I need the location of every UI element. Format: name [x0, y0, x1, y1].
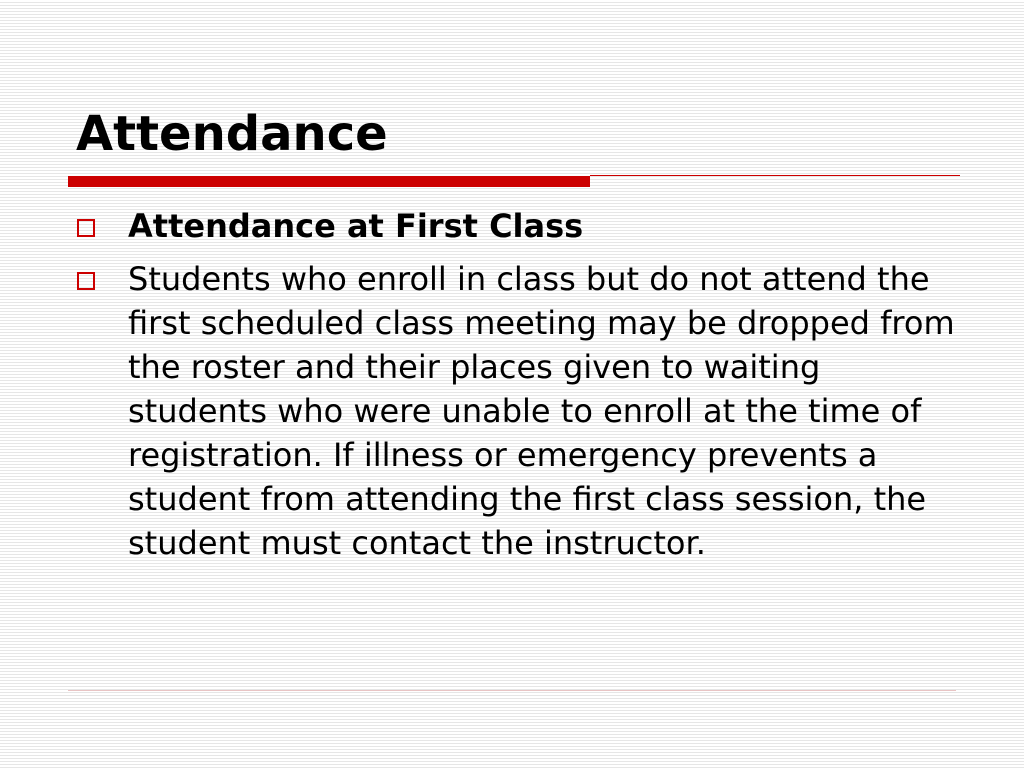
bullet-heading-text: Attendance at First Class — [128, 207, 584, 245]
title-underline-thin — [590, 175, 960, 176]
bullet-item-body — [76, 257, 956, 565]
hollow-square-bullet-icon — [77, 219, 95, 237]
footer-divider — [68, 690, 956, 691]
title-underline-thick — [68, 176, 590, 187]
hollow-square-bullet-icon — [77, 272, 95, 290]
slide-title: Attendance — [76, 106, 388, 162]
bullet-list — [76, 204, 956, 565]
bullet-body-text: Students who enroll in class but do not attend the first scheduled class meeting may be dropped from the roster and their places given to waiting students who were unable to enroll at the time of registration. If illness or emergency prevents a student from attending the first class session, the student must contact the instructor. — [128, 260, 955, 562]
bullet-item-heading — [76, 204, 956, 248]
